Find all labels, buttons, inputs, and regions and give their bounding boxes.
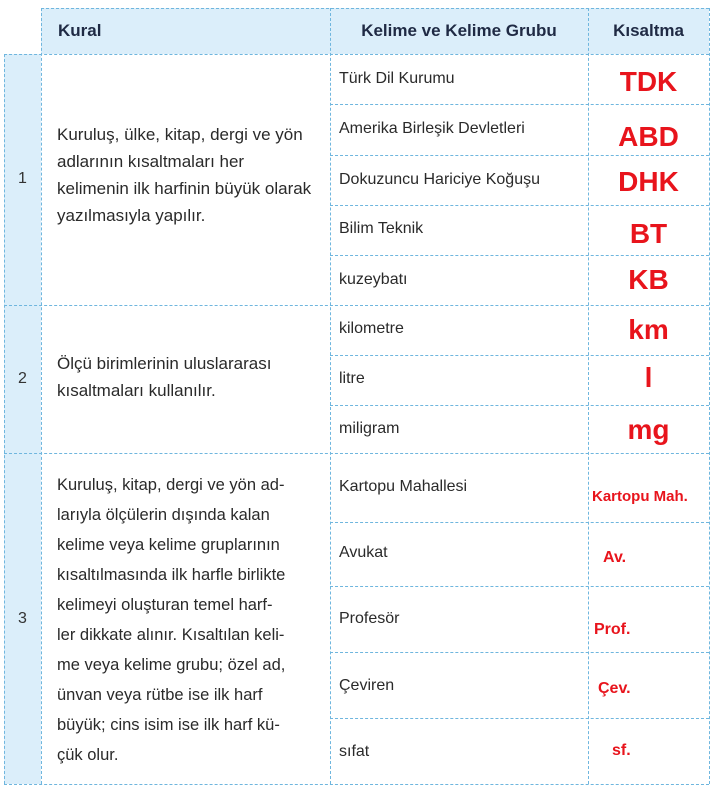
rule-line: çük olur. [57, 746, 119, 764]
abbr-cell: Kartopu Mah. [592, 488, 688, 505]
table-line [330, 586, 709, 587]
rule-line: ünvan veya rütbe ise ilk harf [57, 686, 263, 704]
word-cell: sıfat [339, 743, 370, 760]
table-line [41, 8, 42, 784]
rule-line: kısaltılmasında ilk harfle birlikte [57, 566, 286, 584]
header-rule: Kural [58, 21, 102, 40]
header-word: Kelime ve Kelime Grubu [361, 21, 557, 40]
rule-line: larıyla ölçülerin dışında kalan [57, 506, 270, 524]
rule-line: ler dikkate alınır. Kısaltılan keli- [57, 626, 285, 644]
word-cell: miligram [339, 420, 400, 437]
table-line [330, 522, 709, 523]
word-cell: Avukat [339, 544, 388, 561]
table-line [4, 305, 709, 306]
rule-line: Kuruluş, kitap, dergi ve yön ad- [57, 476, 285, 494]
rule-text-1: Kuruluş, ülke, kitap, dergi ve yön adlarının kısaltmaları her kelimenin ilk harfinin büyük olarak yazılmasıyla yapılır. [57, 125, 312, 225]
table-line [330, 652, 709, 653]
table-line [330, 205, 709, 206]
row-number-2: 2 [18, 370, 27, 387]
abbr-cell: DHK [618, 166, 679, 197]
table-line [330, 718, 709, 719]
abbr-cell: Prof. [594, 621, 631, 638]
word-cell: kuzeybatı [339, 271, 408, 288]
table-line [4, 453, 709, 454]
word-cell: litre [339, 370, 365, 387]
rule-line: büyük; cins isim ise ilk harf kü- [57, 716, 280, 734]
abbr-cell: BT [629, 218, 668, 249]
word-cell: Kartopu Mahallesi [339, 478, 468, 495]
table-line [330, 405, 709, 406]
table-line [4, 784, 709, 785]
abbr-cell: l [644, 362, 653, 393]
abbr-cell: mg [627, 414, 670, 445]
abbr-cell: km [628, 314, 669, 345]
table-line [4, 54, 709, 55]
abbr-cell: KB [628, 264, 669, 295]
row-number-3: 3 [18, 610, 27, 627]
abbr-cell: sf. [612, 742, 631, 759]
abbr-cell: Çev. [598, 680, 631, 697]
rule-text-3 [57, 470, 327, 770]
word-cell: Dokuzuncu Hariciye Koğuşu [339, 171, 540, 188]
abbr-cell: Av. [603, 549, 627, 566]
table-line [330, 155, 709, 156]
word-cell: Profesör [339, 610, 400, 627]
rule-line: kelimeyi oluşturan temel harf- [57, 596, 273, 614]
word-cell: Çeviren [339, 677, 395, 694]
abbr-cell: ABD [618, 121, 679, 152]
rule-line: kelime veya kelime gruplarının [57, 536, 280, 554]
row-number-1: 1 [18, 170, 27, 187]
word-cell: Amerika Birleşik Devletleri [339, 120, 525, 137]
word-cell: Türk Dil Kurumu [339, 70, 455, 87]
table-line [330, 355, 709, 356]
word-cell: Bilim Teknik [339, 220, 424, 237]
header-abbr: Kısaltma [613, 21, 684, 40]
rule-text-2: Ölçü birimlerinin uluslararası kısaltmaları kullanılır. [57, 354, 272, 400]
table-line [330, 104, 709, 105]
table-line [330, 8, 331, 784]
table-line [330, 255, 709, 256]
table-line [709, 8, 710, 784]
table-line [4, 54, 5, 784]
word-cell: kilometre [339, 320, 404, 337]
rule-line: me veya kelime grubu; özel ad, [57, 656, 286, 674]
abbr-cell: TDK [619, 66, 678, 97]
